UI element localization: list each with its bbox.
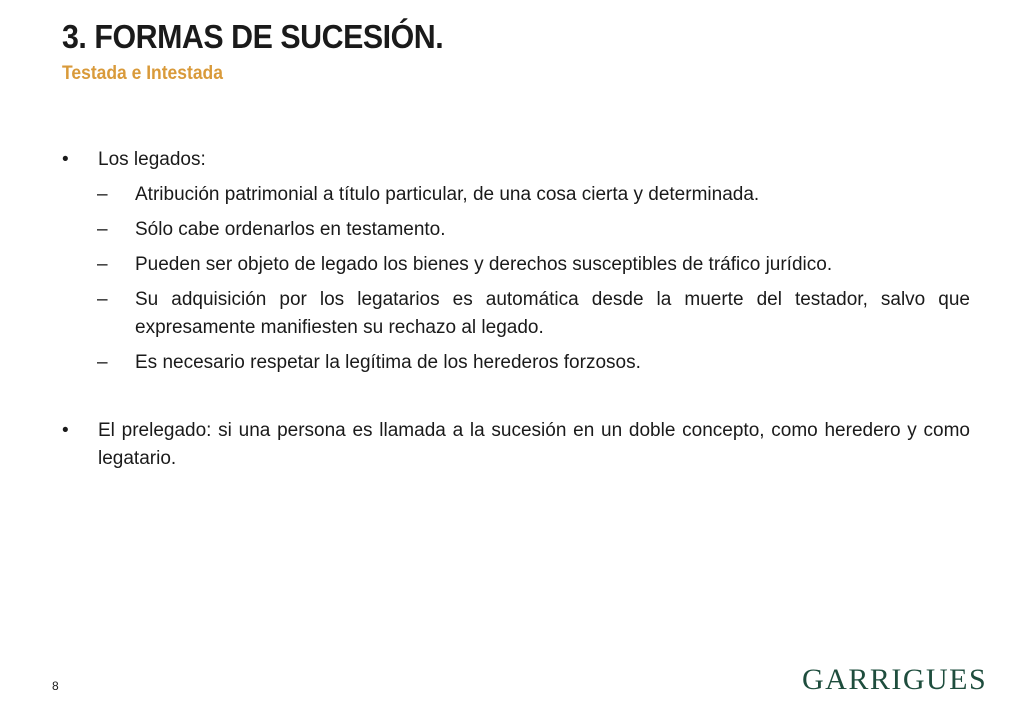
bullet-marker: • [62, 149, 69, 170]
dash-marker: – [97, 289, 108, 310]
dash-marker: – [97, 219, 108, 240]
slide-content [62, 146, 970, 473]
garrigues-logo: GARRIGUES [802, 663, 988, 696]
bullet-text: El prelegado: si una persona es llamada a la sucesión en un doble concepto, como heredero y como legatario. [98, 420, 970, 469]
sub-item [62, 251, 970, 279]
sub-item [62, 349, 970, 377]
sub-item [62, 286, 970, 342]
spacer [62, 377, 970, 417]
sub-item-text: Su adquisición por los legatarios es automática desde la muerte del testador, salvo que expresamente manifiesten su rechazo al legado. [135, 289, 970, 338]
sub-item [62, 216, 970, 244]
bullet-item-prelegado [62, 417, 970, 473]
bullet-item-legados [62, 146, 970, 174]
sub-item-text: Pueden ser objeto de legado los bienes y derechos susceptibles de tráfico jurídico. [135, 254, 833, 275]
dash-marker: – [97, 184, 108, 205]
sub-item-text: Es necesario respetar la legítima de los herederos forzosos. [135, 352, 641, 373]
bullet-text: Los legados: [98, 149, 206, 170]
dash-marker: – [97, 352, 108, 373]
slide-subtitle: Testada e Intestada [62, 63, 223, 84]
sub-item-text: Sólo cabe ordenarlos en testamento. [135, 219, 446, 240]
slide-title: 3. FORMAS DE SUCESIÓN. [62, 18, 444, 55]
page-number: 8 [52, 679, 59, 693]
bullet-marker: • [62, 420, 69, 441]
sub-item [62, 181, 970, 209]
dash-marker: – [97, 254, 108, 275]
sub-item-text: Atribución patrimonial a título particular, de una cosa cierta y determinada. [135, 184, 760, 205]
sub-list [62, 181, 970, 377]
